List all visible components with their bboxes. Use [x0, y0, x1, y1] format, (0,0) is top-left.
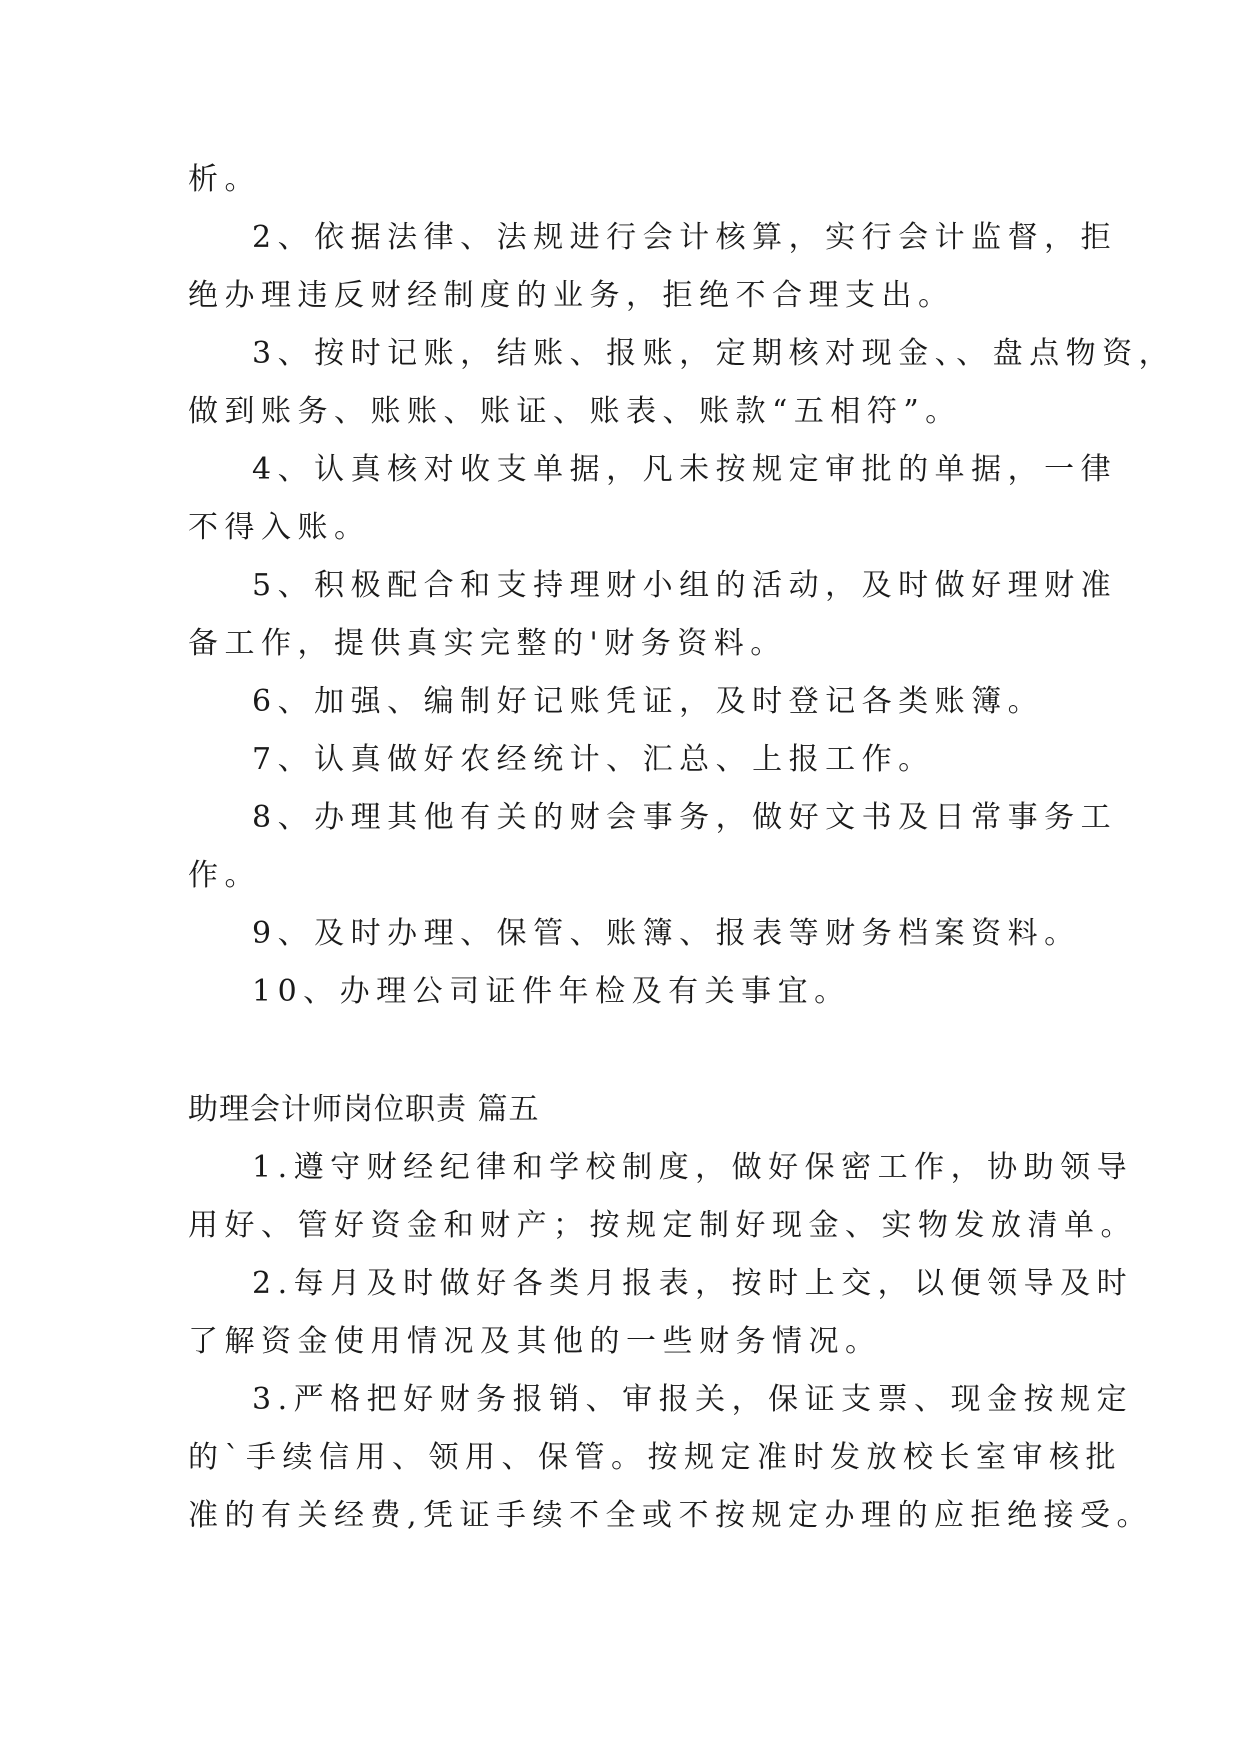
text-line: 用好、管好资金和财产；按规定制好现金、实物发放清单。	[188, 1208, 1137, 1243]
text-line: 1.遵守财经纪律和学校制度，做好保密工作，协助领导	[252, 1150, 1134, 1185]
text-line: 4、认真核对收支单据，凡未按规定审批的单据，一律	[252, 452, 1118, 487]
text-line: 2.每月及时做好各类月报表，按时上交，以便领导及时	[252, 1266, 1134, 1301]
text-line: 绝办理违反财经制度的业务，拒绝不合理支出。	[188, 278, 955, 313]
text-line: 10、办理公司证件年检及有关事宜。	[252, 974, 851, 1009]
section-heading: 助理会计师岗位职责 篇五	[188, 1092, 540, 1127]
text-line: 3.严格把好财务报销、审报关，保证支票、现金按规定	[252, 1382, 1134, 1417]
text-line: 8、办理其他有关的财会事务，做好文书及日常事务工	[252, 800, 1118, 835]
text-line: 做到账务、账账、账证、账表、账款“五相符”。	[188, 394, 962, 429]
text-line: 析。	[188, 162, 261, 197]
text-line: 了解资金使用情况及其他的一些财务情况。	[188, 1324, 882, 1359]
text-line: 2、依据法律、法规进行会计核算，实行会计监督，拒	[252, 220, 1118, 255]
text-line: 3、按时记账，结账、报账，定期核对现金、、盘点物资，	[252, 336, 1176, 371]
text-line: 的`手续信用、领用、保管。按规定准时发放校长室审核批	[188, 1440, 1122, 1475]
text-line: 备工作，提供真实完整的'财务资料。	[188, 626, 787, 661]
text-line: 作。	[188, 858, 261, 893]
text-line: 准的有关经费,凭证手续不全或不按规定办理的应拒绝接受。	[188, 1498, 1154, 1533]
text-line: 9、及时办理、保管、账簿、报表等财务档案资料。	[252, 916, 1081, 951]
text-line: 7、认真做好农经统计、汇总、上报工作。	[252, 742, 935, 777]
text-line: 6、加强、编制好记账凭证，及时登记各类账簿。	[252, 684, 1045, 719]
text-line: 不得入账。	[188, 510, 371, 545]
text-line: 5、积极配合和支持理财小组的活动，及时做好理财准	[252, 568, 1118, 603]
